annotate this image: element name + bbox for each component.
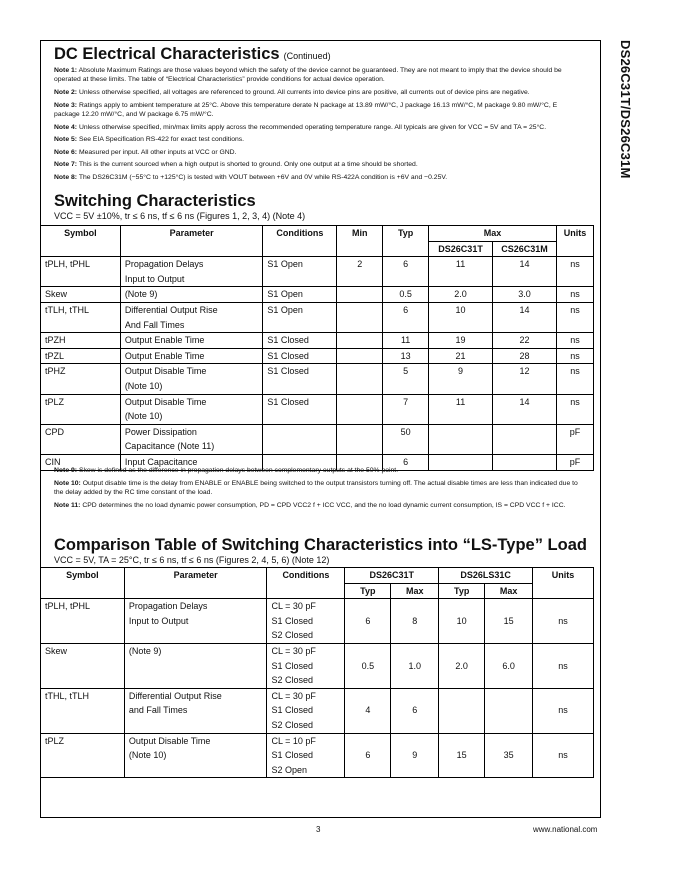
note-text: Output disable time is the delay from ENABLE or ENABLE being switched to the output transistors turning off. The actual disable times are less than indicated due to the delay added by the RC time constant of the load. [54, 479, 578, 496]
parameter-cell: (Note 10) [120, 379, 263, 394]
symbol-cell: tPZL [41, 348, 121, 364]
table-row [41, 302, 594, 317]
typ-cell: 50 [383, 424, 429, 454]
conditions-cell: S1 Closed [263, 394, 337, 424]
max-cell: 6 [391, 688, 439, 733]
table-row [41, 688, 594, 733]
typ-cell: 10 [439, 599, 485, 644]
max-cs26c31m-cell: 28 [493, 348, 557, 364]
note-text: Ratings apply to ambient temperature at 25°C. Above this temperature derate N package at 13.89 mW/°C, J package 16.13 mW/°C, M package 9.80 mW/°C, E package 12.20 mW/°C, and W package 6.75 mW/°C. [54, 101, 558, 118]
units-cell: ns [533, 733, 594, 778]
col-parameter: Parameter [120, 226, 263, 257]
col-max: Max [485, 583, 533, 599]
max-cell: 9 [391, 733, 439, 778]
conditions-cell: S1 Closed [263, 364, 337, 394]
parameter-cell [124, 688, 267, 733]
conditions-cell: S1 Open [263, 287, 337, 303]
min-cell [337, 364, 383, 394]
conditions-cell [267, 599, 345, 644]
max-cs26c31m-cell [493, 424, 557, 454]
min-cell: 2 [337, 257, 383, 287]
table-row [41, 364, 594, 379]
parameter-cell: (Note 9) [120, 287, 263, 303]
typ-cell: 2.0 [439, 643, 485, 688]
note-text: Skew is defined as the difference in propagation delays between complementary outputs at the 50% point. [78, 467, 399, 474]
symbol-cell: tPLH, tPHL [41, 599, 125, 644]
col-units: Units [556, 226, 593, 257]
typ-cell: 6 [383, 454, 429, 470]
parameter-cell: Power Dissipation [120, 424, 263, 439]
parameter-line: Input to Output [128, 615, 189, 626]
dc-notes [54, 66, 584, 186]
note [54, 501, 584, 510]
typ-cell: 6 [383, 257, 429, 287]
note-label: Note 1: [54, 67, 78, 74]
parameter-cell: Output Enable Time [120, 348, 263, 364]
conditions-cell [267, 688, 345, 733]
symbol-cell: CPD [41, 424, 121, 454]
col-conditions: Conditions [263, 226, 337, 257]
typ-cell: 0.5 [345, 643, 391, 688]
symbol-cell: tPLH, tPHL [41, 257, 121, 287]
parameter-line: and Fall Times [128, 705, 188, 716]
typ-cell: 4 [345, 688, 391, 733]
table-row [41, 287, 594, 303]
units-cell: ns [556, 394, 593, 424]
note-text: The DS26C31M (−55°C to +125°C) is tested with VOUT between +6V and 0V while RS-422A condition is +6V and −0.25V. [78, 173, 448, 181]
max-cell [485, 688, 533, 733]
max-cell: 1.0 [391, 643, 439, 688]
conditions-cell [267, 733, 345, 778]
units-cell: pF [556, 424, 593, 454]
note [54, 479, 584, 498]
col-symbol: Symbol [41, 226, 121, 257]
units-cell: ns [533, 599, 594, 644]
typ-cell [439, 688, 485, 733]
table-row [41, 257, 594, 272]
switching-table [40, 225, 594, 471]
table-row [41, 394, 594, 409]
max-ds26c31t-cell: 2.0 [429, 287, 493, 303]
parameter-line: (Note 9) [128, 645, 162, 656]
typ-cell: 6 [345, 599, 391, 644]
parameter-cell: Differential Output Rise [120, 302, 263, 317]
min-cell [337, 287, 383, 303]
symbol-cell: tPHZ [41, 364, 121, 394]
switching-conditions: VCC = 5V ±10%, tr ≤ 6 ns, tf ≤ 6 ns (Figures 1, 2, 3, 4) (Note 4) [54, 211, 306, 221]
condition-line: S1 Closed [271, 705, 314, 716]
table-row [41, 424, 594, 439]
max-ds26c31t-cell: 11 [429, 257, 493, 287]
note-text: Measured per input. All other inputs at VCC or GND. [78, 148, 237, 156]
typ-cell: 13 [383, 348, 429, 364]
max-cell: 35 [485, 733, 533, 778]
condition-line: S2 Open [271, 764, 308, 775]
col-units: Units [533, 568, 594, 599]
col-max: Max [429, 226, 557, 242]
symbol-cell: Skew [41, 287, 121, 303]
col-max: Max [391, 583, 439, 599]
condition-line: CL = 30 pF [271, 601, 316, 612]
note [54, 466, 584, 475]
condition-line: CL = 30 pF [271, 645, 316, 656]
symbol-cell: tPLZ [41, 733, 125, 778]
note-label: Note 10: [54, 479, 81, 487]
comparison-table [40, 567, 594, 778]
note [54, 101, 584, 120]
parameter-cell: Output Enable Time [120, 333, 263, 349]
parameter-cell [124, 643, 267, 688]
parameter-line: Output Disable Time [128, 735, 211, 746]
max-ds26c31t-cell [429, 424, 493, 454]
note-label: Note 2: [54, 89, 78, 96]
max-ds26c31t-cell: 9 [429, 364, 493, 394]
parameter-line: (Note 10) [128, 750, 167, 761]
note-text: Unless otherwise specified, all voltages are referenced to ground. All currents into device pins are positive, all currents out of device pins are negative. [78, 89, 530, 96]
note-label: Note 8: [54, 173, 78, 181]
units-cell: ns [533, 688, 594, 733]
note-label: Note 11: [54, 501, 81, 509]
symbol-cell: tPZH [41, 333, 121, 349]
typ-cell: 6 [345, 733, 391, 778]
units-cell: ns [533, 643, 594, 688]
symbol-cell: tPLZ [41, 394, 121, 424]
max-cs26c31m-cell: 14 [493, 394, 557, 424]
parameter-cell: Propagation Delays [120, 257, 263, 272]
symbol-cell: tTHL, tTLH [41, 688, 125, 733]
col-conditions: Conditions [267, 568, 345, 599]
parameter-cell: (Note 10) [120, 409, 263, 424]
units-cell: ns [556, 364, 593, 394]
page-number: 3 [316, 825, 321, 834]
max-cs26c31m-cell: 3.0 [493, 287, 557, 303]
conditions-cell: S1 Open [263, 302, 337, 332]
conditions-cell [263, 424, 337, 454]
col-ds26ls31c: DS26LS31C [439, 568, 533, 584]
parameter-cell: Output Disable Time [120, 394, 263, 409]
col-max-ds26c31t: DS26C31T [429, 241, 493, 257]
parameter-line: Differential Output Rise [128, 690, 222, 701]
max-cell: 6.0 [485, 643, 533, 688]
max-cs26c31m-cell: 22 [493, 333, 557, 349]
typ-cell: 0.5 [383, 287, 429, 303]
min-cell [337, 302, 383, 332]
units-cell: ns [556, 287, 593, 303]
note-text: Absolute Maximum Ratings are those values beyond which the safety of the device cannot be guaranteed. They are not meant to imply that the device should be operated at these limits. The table of “Electrical Characteristics” provide conditions for actual device operation. [54, 67, 562, 84]
col-typ: Typ [345, 583, 391, 599]
conditions-cell: S1 Closed [263, 348, 337, 364]
parameter-cell: Capacitance (Note 11) [120, 439, 263, 454]
conditions-cell: S1 Closed [263, 333, 337, 349]
condition-line: S2 Closed [271, 675, 314, 686]
condition-line: CL = 10 pF [271, 735, 316, 746]
note-text: This is the current sourced when a high output is shorted to ground. Only one output at a time should be shorted. [78, 161, 418, 169]
table-row [41, 733, 594, 778]
table-row [41, 348, 594, 364]
max-ds26c31t-cell: 11 [429, 394, 493, 424]
switching-notes [54, 466, 584, 513]
note-label: Note 4: [54, 123, 78, 131]
note-label: Note 6: [54, 148, 78, 156]
condition-line: S1 Closed [271, 615, 314, 626]
symbol-cell: tTLH, tTHL [41, 302, 121, 332]
symbol-cell: CIN [41, 454, 121, 470]
parameter-line: Propagation Delays [128, 601, 208, 612]
note-label: Note 3: [54, 101, 78, 109]
conditions-cell [267, 643, 345, 688]
note [54, 160, 584, 169]
max-cs26c31m-cell: 14 [493, 302, 557, 332]
max-cs26c31m-cell: 14 [493, 257, 557, 287]
parameter-cell: And Fall Times [120, 318, 263, 333]
col-typ: Typ [439, 583, 485, 599]
typ-cell: 11 [383, 333, 429, 349]
units-cell: ns [556, 302, 593, 332]
note [54, 123, 584, 132]
min-cell [337, 424, 383, 454]
col-ds26c31t: DS26C31T [345, 568, 439, 584]
typ-cell: 15 [439, 733, 485, 778]
conditions-cell: S1 Open [263, 257, 337, 287]
min-cell [337, 333, 383, 349]
parameter-cell: Input Capacitance [120, 454, 263, 470]
typ-cell: 5 [383, 364, 429, 394]
units-cell: pF [556, 454, 593, 470]
dc-title: DC Electrical Characteristics (Continued) [54, 45, 331, 63]
max-ds26c31t-cell: 19 [429, 333, 493, 349]
table-row [41, 333, 594, 349]
max-cell: 8 [391, 599, 439, 644]
note [54, 148, 584, 157]
note-label: Note 7: [54, 161, 78, 169]
parameter-cell [124, 733, 267, 778]
col-parameter: Parameter [124, 568, 267, 599]
col-min: Min [337, 226, 383, 257]
switching-title: Switching Characteristics [54, 192, 256, 210]
units-cell: ns [556, 348, 593, 364]
col-typ: Typ [383, 226, 429, 257]
condition-line: CL = 30 pF [271, 690, 316, 701]
condition-line: S1 Closed [271, 660, 314, 671]
max-ds26c31t-cell: 21 [429, 348, 493, 364]
parameter-cell: Input to Output [120, 272, 263, 287]
note [54, 88, 584, 97]
max-cs26c31m-cell: 12 [493, 364, 557, 394]
parameter-cell [124, 599, 267, 644]
comparison-conditions: VCC = 5V, TA = 25°C, tr ≤ 6 ns, tf ≤ 6 ns (Figures 2, 4, 5, 6) (Note 12) [54, 555, 330, 565]
note-text: Unless otherwise specified, min/max limits apply across the recommended operating temperature range. All typicals are given for VCC = 5V and TA = 25°C. [78, 123, 547, 131]
note [54, 135, 584, 144]
typ-cell: 6 [383, 302, 429, 332]
comparison-title: Comparison Table of Switching Characteristics into “LS-Type” Load [54, 536, 587, 554]
condition-line: S2 Closed [271, 630, 314, 641]
side-title: DS26C31T/DS26C31M [618, 40, 633, 179]
max-ds26c31t-cell: 10 [429, 302, 493, 332]
condition-line: S2 Closed [271, 719, 314, 730]
note-label: Note 9: [54, 467, 78, 474]
condition-line: S1 Closed [271, 750, 314, 761]
min-cell [337, 348, 383, 364]
note-text: CPD determines the no load dynamic power consumption, PD = CPD VCC2 f + ICC VCC, and the no load dynamic current consumption, IS = CPD VCC f + ICC. [82, 501, 566, 509]
typ-cell: 7 [383, 394, 429, 424]
symbol-cell: Skew [41, 643, 125, 688]
parameter-cell: Output Disable Time [120, 364, 263, 379]
units-cell: ns [556, 333, 593, 349]
note [54, 173, 584, 182]
note [54, 66, 584, 85]
table-row [41, 599, 594, 644]
min-cell [337, 394, 383, 424]
units-cell: ns [556, 257, 593, 287]
col-max-cs26c31m: CS26C31M [493, 241, 557, 257]
note-label: Note 5: [54, 136, 78, 144]
website: www.national.com [533, 825, 598, 834]
col-symbol: Symbol [41, 568, 125, 599]
max-cell: 15 [485, 599, 533, 644]
note-text: See EIA Specification RS-422 for exact test conditions. [78, 136, 245, 144]
table-row [41, 643, 594, 688]
parameter-line [129, 659, 263, 674]
